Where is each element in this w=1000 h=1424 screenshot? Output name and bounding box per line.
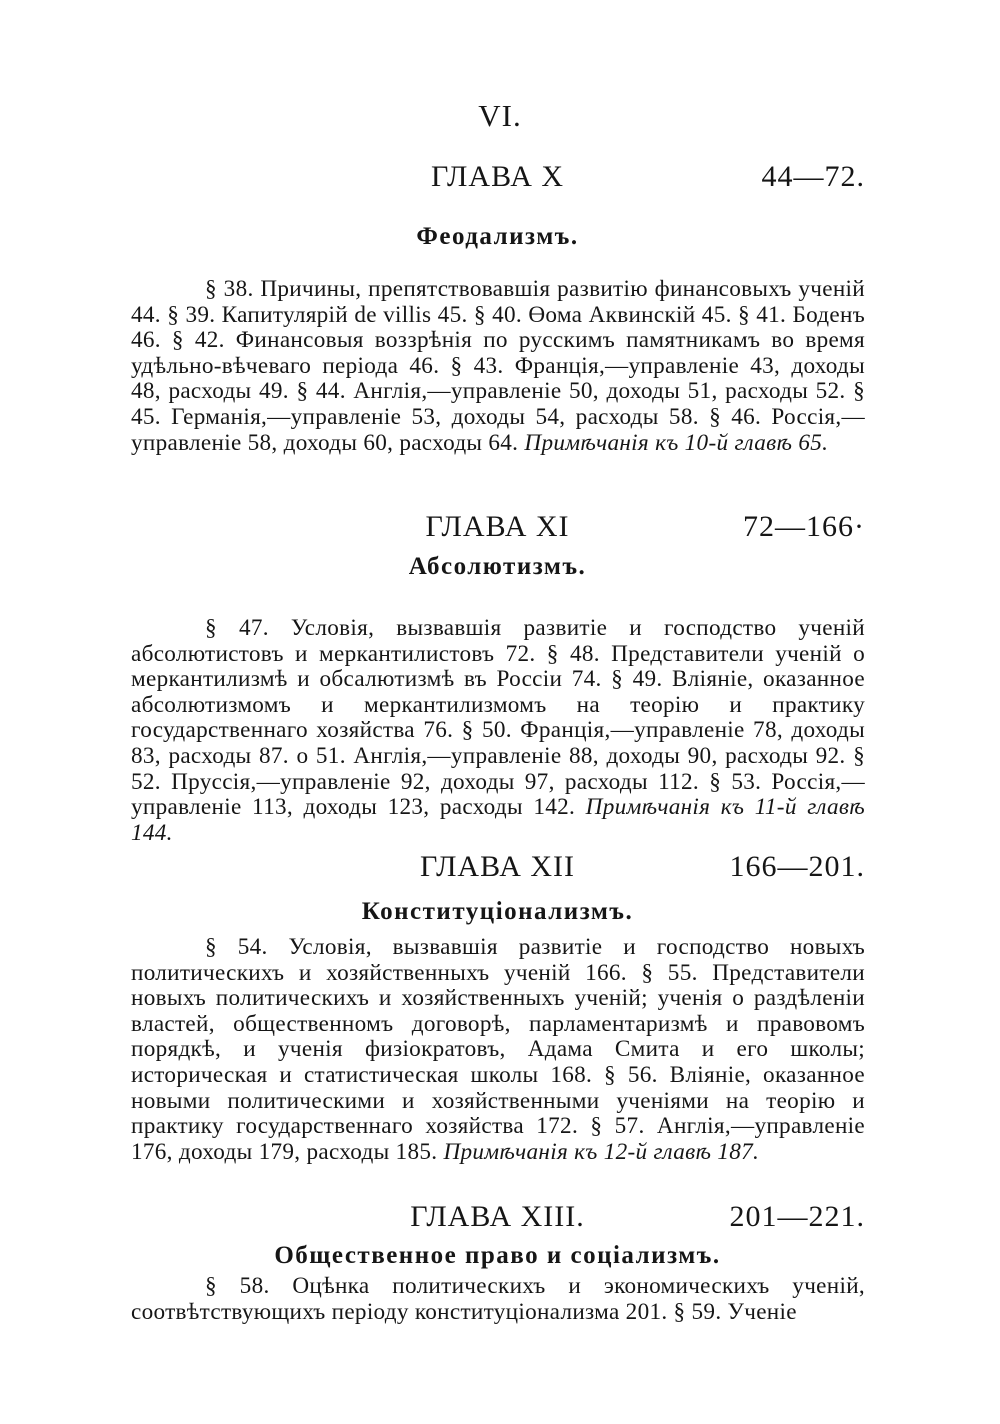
summary-text: § 47. Условія, вызвавшія развитіе и господство ученій абсолютистовъ и меркантилистовъ 72. § 48. Представители ученій о меркантилизмѣ и обсалютизмѣ въ Россіи 74. § 49. Вліяніе, оказанное абсолютизмомъ и меркантилизмомъ на теорію и практику государственнаго хозяйства 76. § 50. Франція,—управленіе 78, доходы 83, расходы 87. о 51. Англія,—управленіе 88, доходы 90, расходы 92. § 52. Пруссія,—управленіе 92, доходы 97, расходы 112. § 53. Россія,—управленіе 113, доходы 123, расходы 142. [131, 615, 865, 821]
chapter-title: ГЛАВА X [430, 160, 565, 193]
summary-text: § 58. Оцѣнка политическихъ и экономическихъ ученій, соотвѣтствующихъ періоду конституціонализма 201. § 59. Ученіе [131, 1273, 865, 1325]
chapter-note: Примѣчанія къ 12-й главѣ 187. [443, 1138, 760, 1165]
chapter-page-range: 72—166· [743, 510, 865, 543]
summary-text: § 54. Условія, вызвавшія развитіе и господство новыхъ политическихъ и хозяйственныхъ ученій 166. § 55. Представители новыхъ политическихъ и хозяйственныхъ ученій; ученія о раздѣленіи властей, общественномъ договорѣ, парламентаризмѣ и правовомъ порядкѣ, и ученія физіократовъ, Адама Смита и его школы; историческая и статистическая школы 168. § 56. Вліяніе, оказанное новыми политическими и хозяйственными ученіями на теорію и практику государственнаго хозяйства 172. § 57. Англія,—управленіе 176, доходы 179, расходы 185. [131, 934, 865, 1165]
chapter-note: Примѣчанія къ 10-й главѣ 65. [524, 429, 829, 456]
chapter-subtitle: Абсолютизмъ. [408, 553, 587, 580]
chapter-title: ГЛАВА XII [419, 850, 576, 883]
chapter-title: ГЛАВА XIII. [410, 1200, 585, 1233]
chapter-summary-paragraph [131, 277, 865, 456]
chapter-title: ГЛАВА XI [425, 510, 570, 543]
chapter-heading-xii [130, 850, 865, 890]
chapter-summary-paragraph [131, 616, 865, 846]
page-number: VI. [478, 98, 522, 133]
chapter-heading-x [130, 160, 865, 200]
chapter-heading-xi [130, 510, 865, 550]
chapter-summary-paragraph [131, 1274, 865, 1325]
summary-text: § 38. Причины, препятствовавшія развитію финансовыхъ ученій 44. § 39. Капитулярій de villis 45. § 40. Өома Аквинскій 45. § 41. Боденъ 46. § 42. Финансовыя воззрѣнія по русскимъ памятникамъ во время удѣльно-вѣчеваго періода 46. § 43. Франція,—управленіе 43, доходы 48, расходы 49. § 44. Англія,—управленіе 50, доходы 51, расходы 52. § 45. Германія,—управленіе 53, доходы 54, расходы 58. § 46. Россія,—управленіе 58, доходы 60, расходы 64. [131, 276, 865, 456]
chapter-subtitle: Общественное право и соціализмъ. [274, 1242, 721, 1269]
chapter-heading-xiii [130, 1200, 865, 1240]
chapter-subtitle: Конституціонализмъ. [361, 898, 634, 925]
chapter-summary-paragraph [131, 935, 865, 1165]
chapter-subtitle: Феодализмъ. [416, 223, 579, 250]
chapter-note: Примѣчанія къ 11-й главѣ 144. [131, 794, 865, 846]
chapter-page-range: 166—201. [729, 850, 865, 883]
chapter-page-range: 201—221. [729, 1200, 865, 1233]
chapter-page-range: 44—72. [761, 160, 865, 193]
